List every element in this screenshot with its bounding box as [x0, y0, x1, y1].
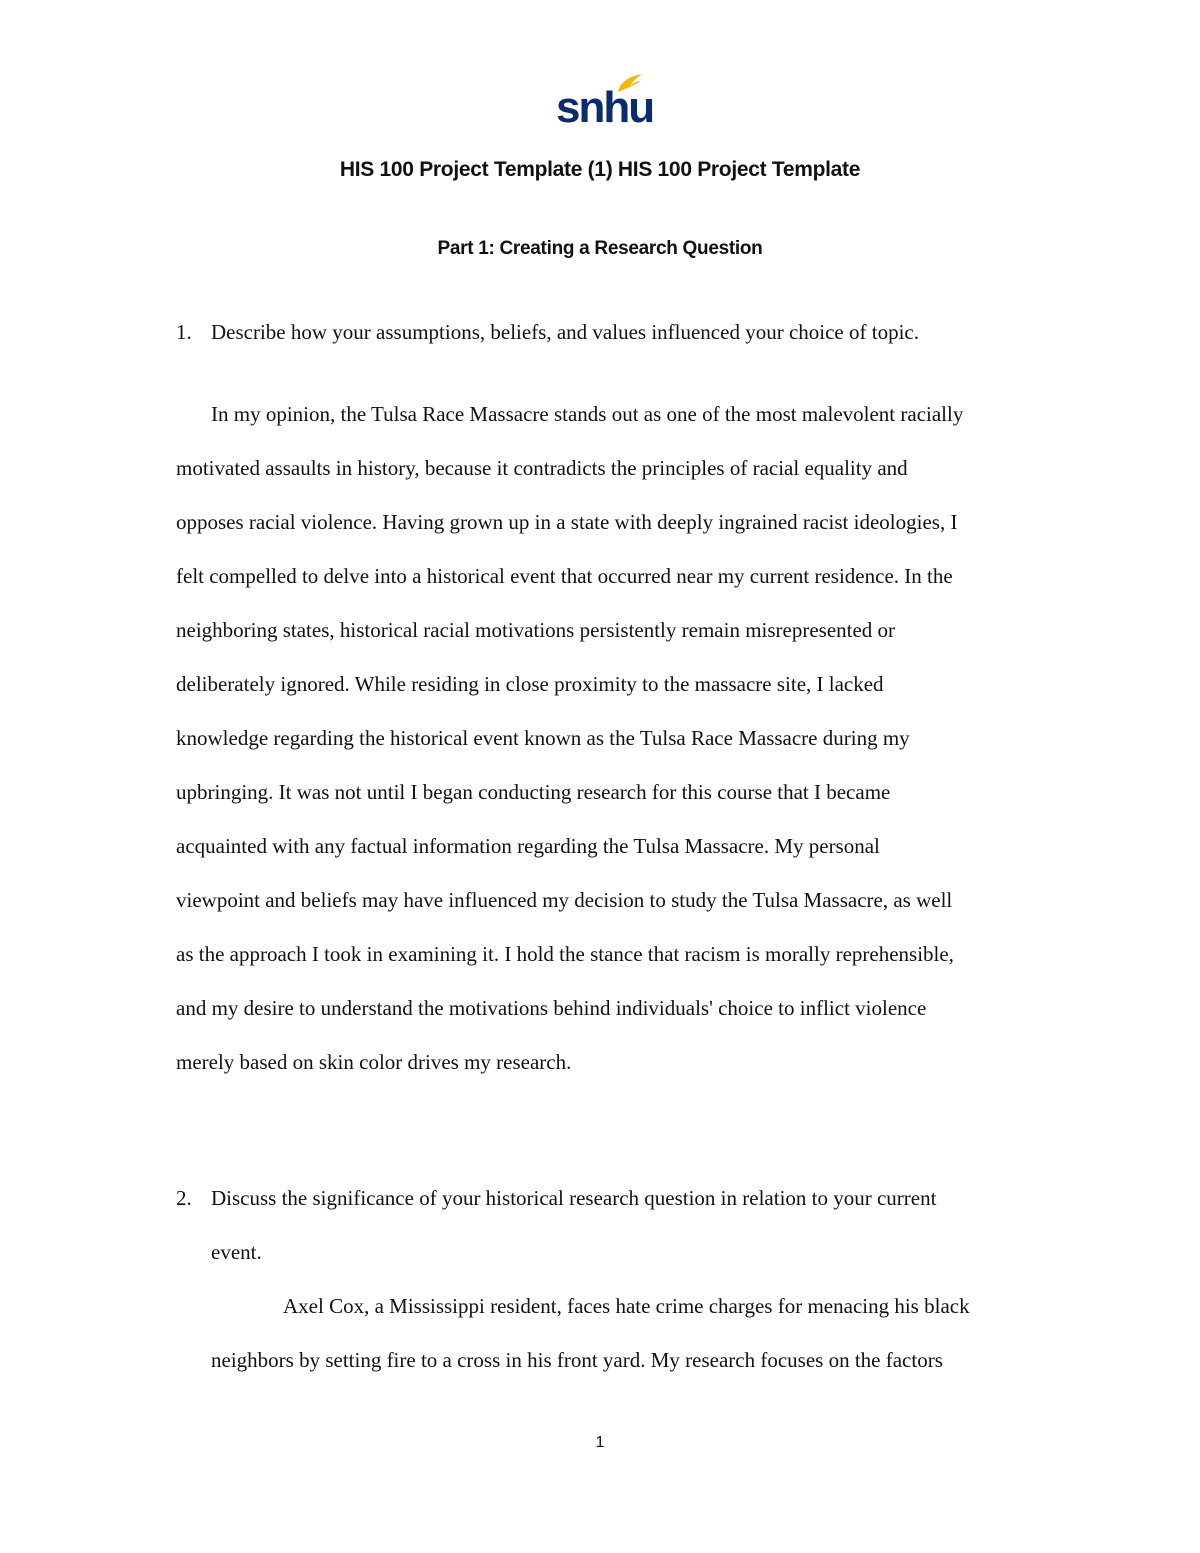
answer-line: knowledge regarding the historical event known as the Tulsa Race Massacre during my — [176, 726, 910, 750]
question-number: 2. — [176, 1186, 192, 1210]
answer-line: felt compelled to delve into a historical event that occurred near my current residence. In the — [176, 564, 953, 588]
answer-line: and my desire to understand the motivations behind individuals' choice to inflict violence — [176, 996, 927, 1020]
answer-line: as the approach I took in examining it. I hold the stance that racism is morally reprehensible, — [176, 942, 954, 966]
answer-line: neighboring states, historical racial motivations persistently remain misrepresented or — [176, 618, 896, 642]
question-prompt: event. — [211, 1240, 262, 1264]
question-number: 1. — [176, 320, 192, 344]
logo-wordmark: snhu — [556, 83, 654, 132]
answer-line: neighbors by setting fire to a cross in his front yard. My research focuses on the factors — [211, 1348, 943, 1372]
answer-line: upbringing. It was not until I began conducting research for this course that I became — [176, 780, 891, 804]
answer-line: Axel Cox, a Mississippi resident, faces hate crime charges for menacing his black — [283, 1294, 970, 1318]
page-number: 1 — [595, 1434, 605, 1451]
answer-line: In my opinion, the Tulsa Race Massacre stands out as one of the most malevolent racially — [211, 402, 964, 426]
answer-line: opposes racial violence. Having grown up in a state with deeply ingrained racist ideologies, I — [176, 510, 958, 534]
answer-line: deliberately ignored. While residing in close proximity to the massacre site, I lacked — [176, 672, 884, 696]
answer-line: merely based on skin color drives my research. — [176, 1050, 572, 1074]
snhu-logo — [556, 72, 654, 134]
answer-line: motivated assaults in history, because it contradicts the principles of racial equality and — [176, 456, 908, 480]
question-prompt: Describe how your assumptions, beliefs, and values influenced your choice of topic. — [211, 320, 919, 344]
question-prompt: Discuss the significance of your historical research question in relation to your current — [211, 1186, 937, 1210]
document-title: HIS 100 Project Template (1) HIS 100 Project Template — [339, 158, 861, 181]
answer-line: viewpoint and beliefs may have influenced my decision to study the Tulsa Massacre, as well — [176, 888, 953, 912]
answer-line: acquainted with any factual information regarding the Tulsa Massacre. My personal — [176, 834, 880, 858]
part-title: Part 1: Creating a Research Question — [437, 238, 763, 259]
